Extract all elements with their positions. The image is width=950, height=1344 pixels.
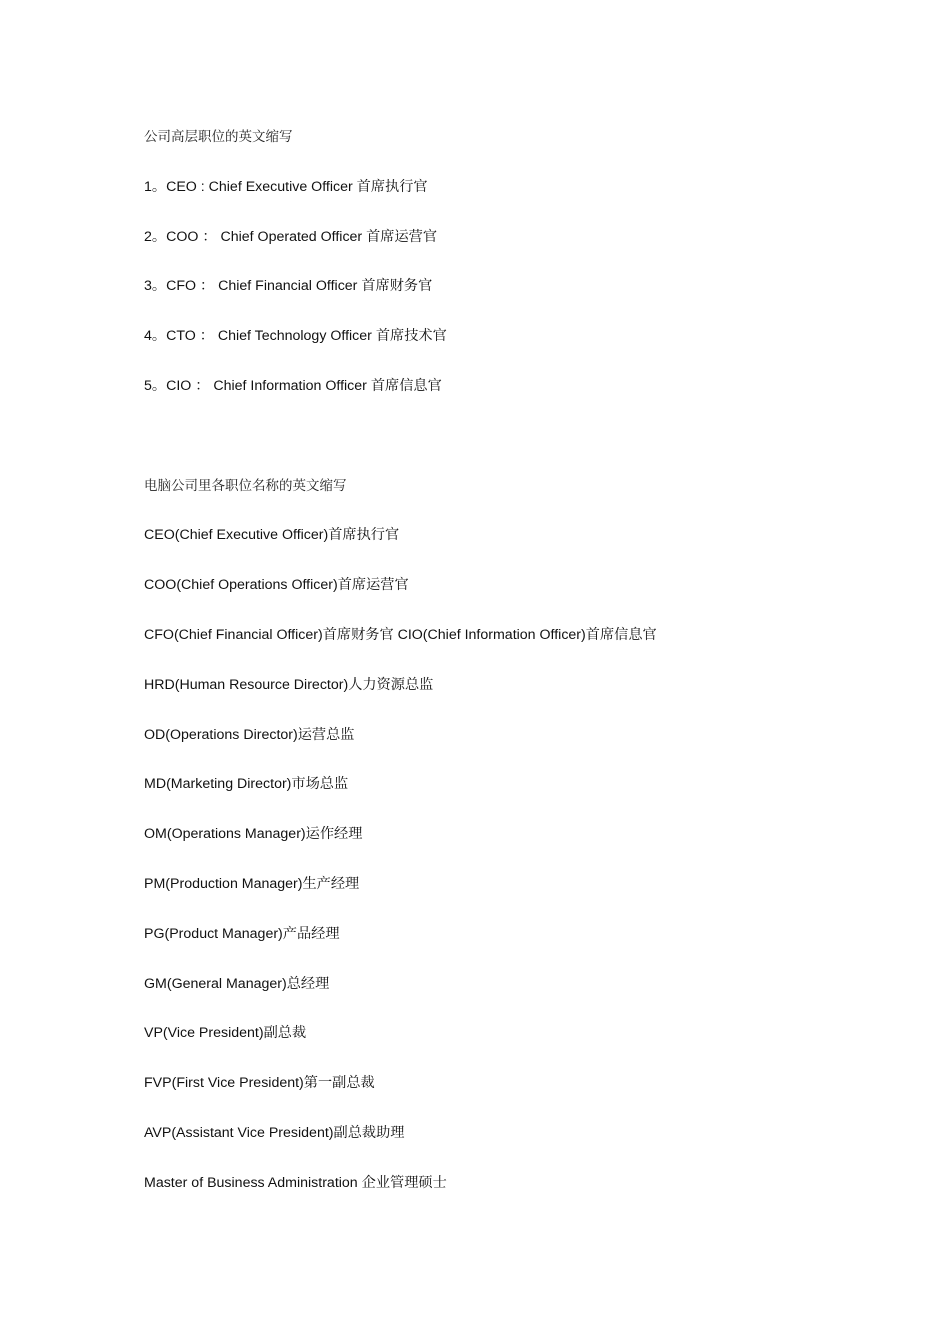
section-spacer (144, 423, 844, 473)
section2-item-hrd: HRD(Human Resource Director)人力资源总监 (144, 676, 434, 693)
section2-item-gm: GM(General Manager)总经理 (144, 975, 330, 992)
section2-item-om: OM(Operations Manager)运作经理 (144, 826, 363, 843)
section2-item-pm: PM(Production Manager)生产经理 (144, 875, 360, 892)
section1-item-ceo: 1。CEO : Chief Executive Officer 首席执行官 (144, 178, 428, 195)
section2-item-vp: VP(Vice President)副总裁 (144, 1025, 307, 1042)
section2-item-ceo: CEO(Chief Executive Officer)首席执行官 (144, 527, 400, 544)
section2-item-cfo-cio: CFO(Chief Financial Officer)首席财务官 CIO(Chief Information Officer)首席信息官 (144, 626, 657, 643)
section1-item-cfo: 3。CFO ： Chief Financial Officer 首席财务官 (144, 278, 433, 295)
section2-item-avp: AVP(Assistant Vice President)副总裁助理 (144, 1124, 405, 1141)
section2-title: 电脑公司里各职位名称的英文缩写 (144, 477, 347, 494)
section2-item-fvp: FVP(First Vice President)第一副总裁 (144, 1075, 375, 1092)
section2-item-md: MD(Marketing Director)市场总监 (144, 776, 349, 793)
section2-item-od: OD(Operations Director)运营总监 (144, 726, 355, 743)
section2-item-coo: COO(Chief Operations Officer)首席运营官 (144, 577, 409, 594)
section1-title: 公司高层职位的英文缩写 (144, 129, 293, 145)
section2-item-pg: PG(Product Manager)产品经理 (144, 925, 340, 942)
section2-item-mba: Master of Business Administration 企业管理硕士 (144, 1174, 447, 1191)
section1-item-coo: 2。COO ： Chief Operated Officer 首席运营官 (144, 228, 438, 245)
document-content (144, 124, 844, 1220)
section1-item-cto: 4。CTO ： Chief Technology Officer 首席技术官 (144, 328, 447, 345)
section1-item-cio: 5。CIO ： Chief Information Officer 首席信息官 (144, 377, 442, 394)
